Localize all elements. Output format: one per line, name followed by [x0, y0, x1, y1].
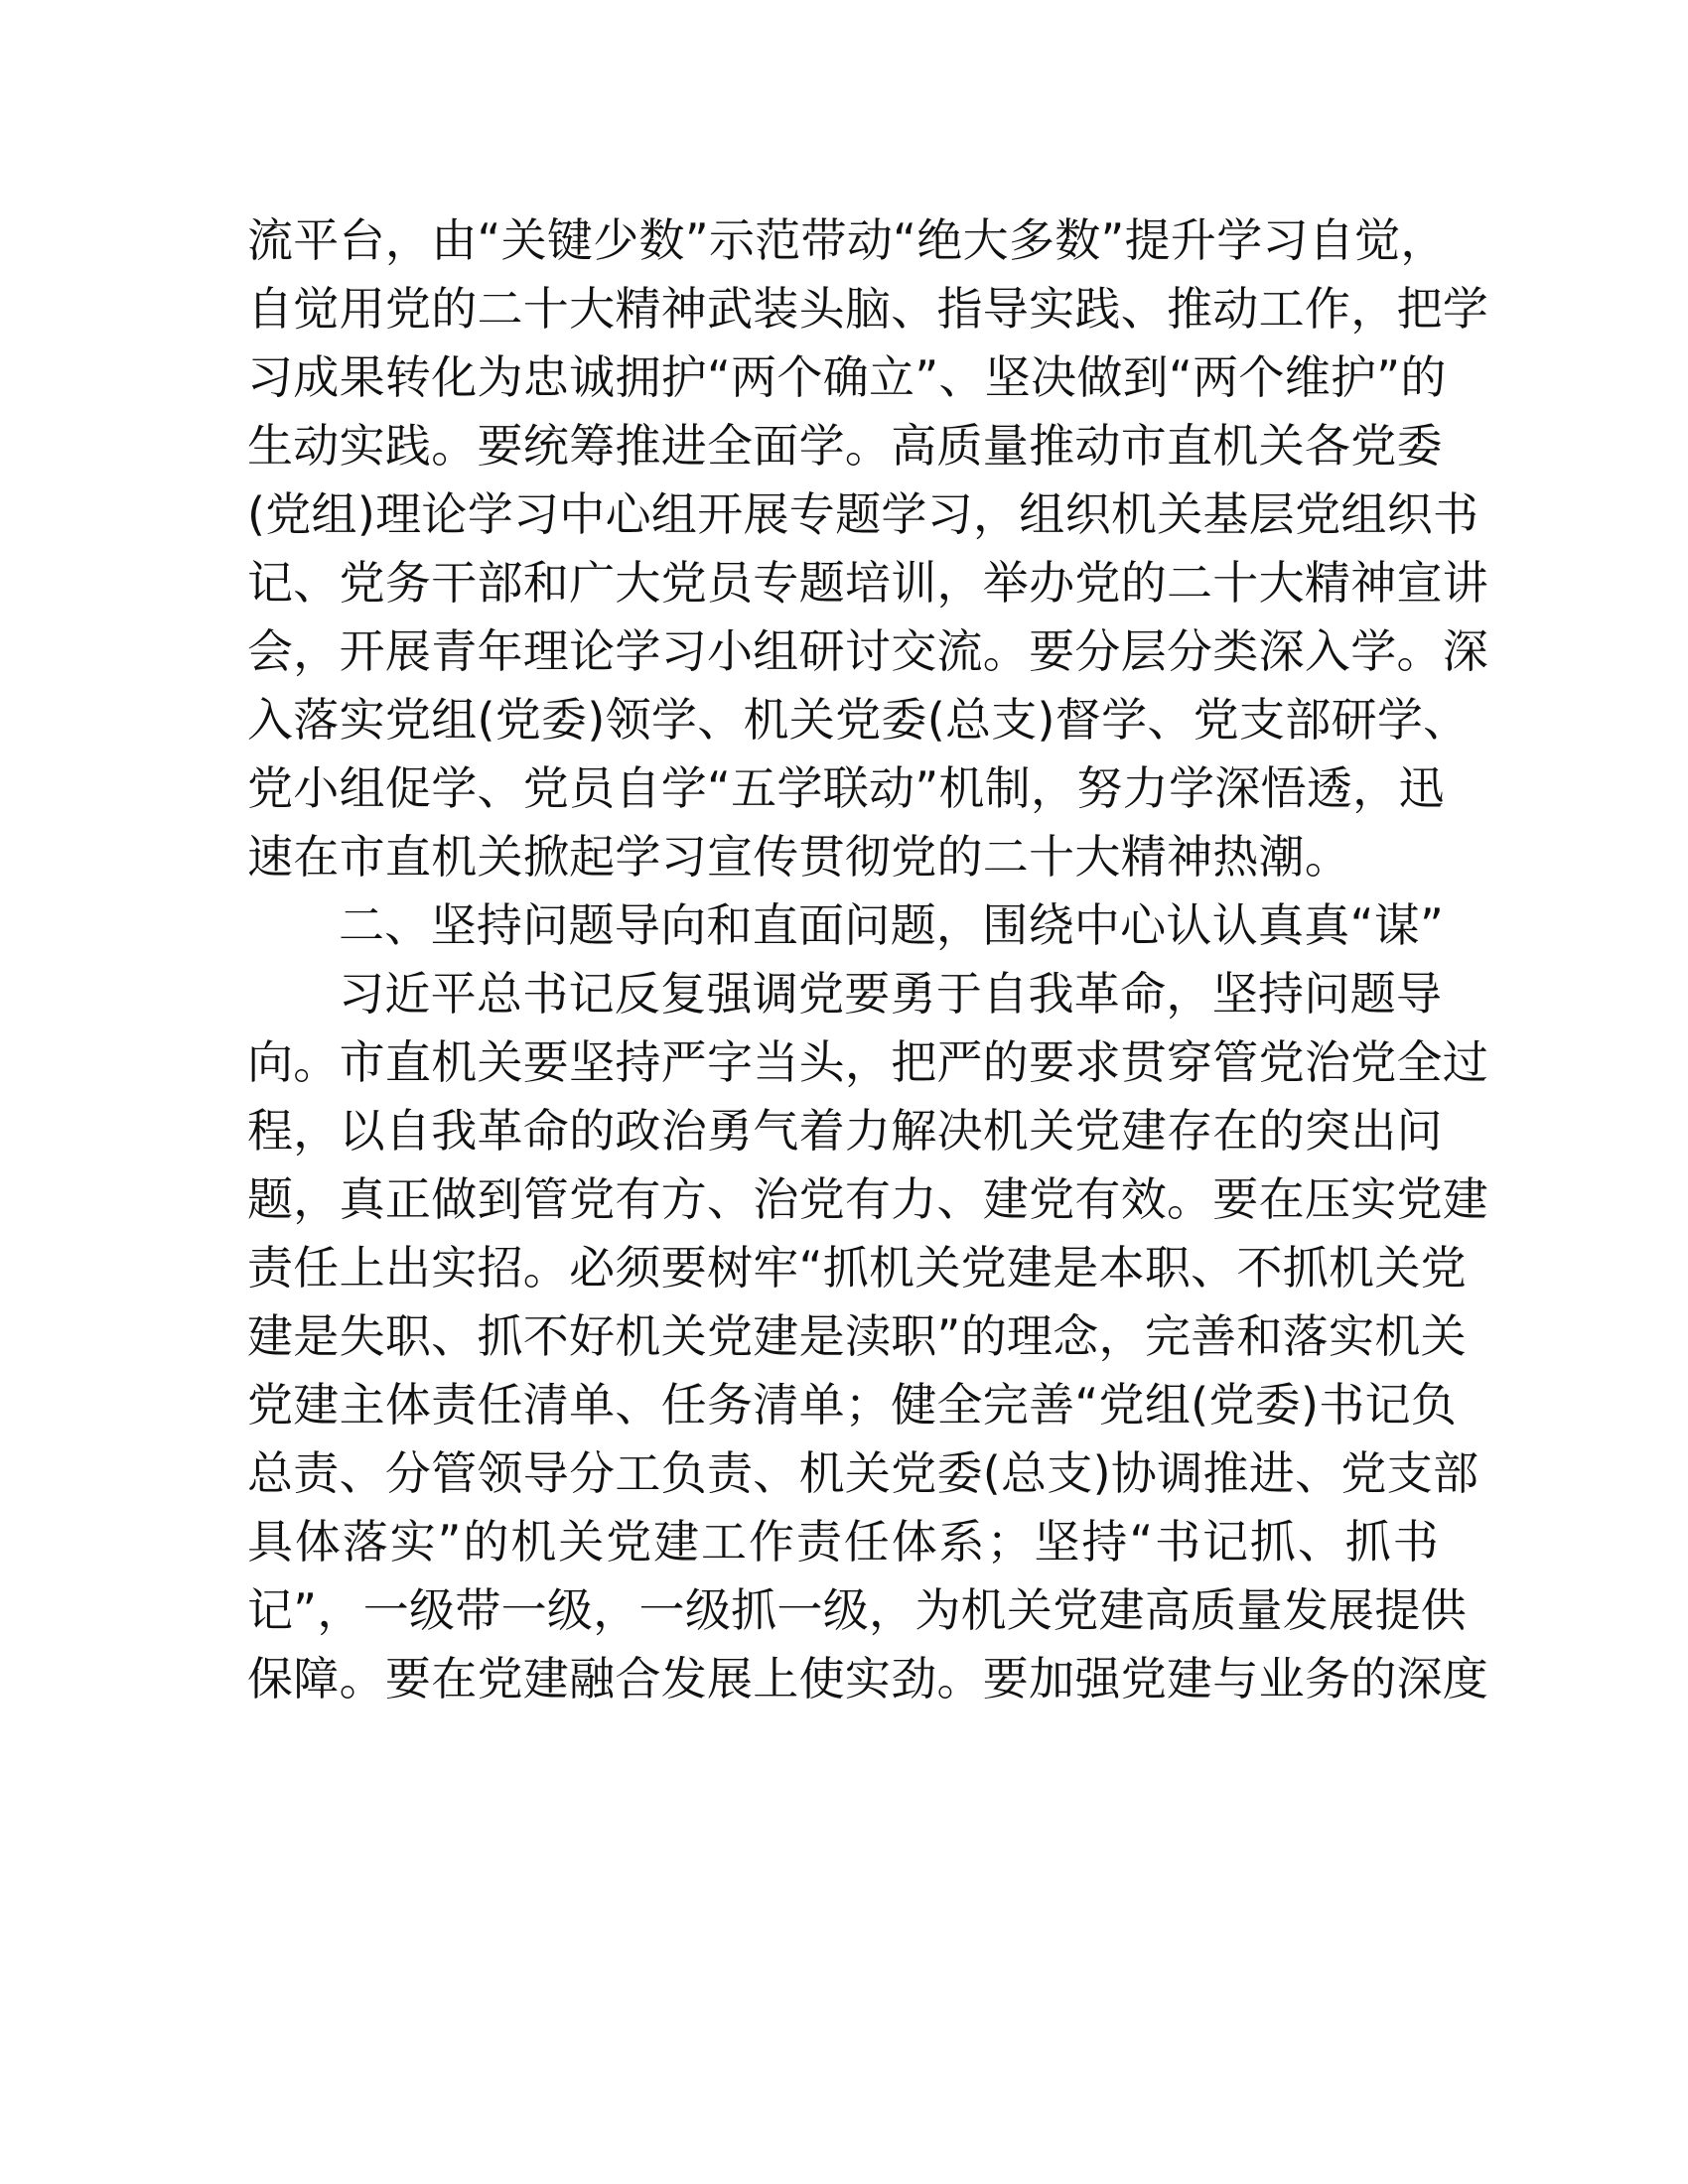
text-line: 建是失职、抓不好机关党建是渎职”的理念，完善和落实机关: [247, 1309, 1467, 1363]
text-line: 记”，一级带一级，一级抓一级，为机关党建高质量发展提供: [247, 1583, 1467, 1637]
text-line: 速在市直机关掀起学习宣传贯彻党的二十大精神热潮。: [247, 830, 1351, 884]
section-heading: 二、坚持问题导向和直面问题，围绕中心认认真真“谋”: [339, 898, 1445, 952]
text-line: 保障。要在党建融合发展上使实劲。要加强党建与业务的深度: [247, 1652, 1489, 1706]
text-line: 记、党务干部和广大党员专题培训，举办党的二十大精神宣讲: [247, 556, 1489, 610]
text-line: 题，真正做到管党有方、治党有力、建党有效。要在压实党建: [247, 1172, 1489, 1226]
text-line: 党小组促学、党员自学“五学联动”机制，努力学深悟透，迅: [247, 761, 1445, 815]
text-line: 生动实践。要统筹推进全面学。高质量推动市直机关各党委: [247, 419, 1443, 473]
text-line: 程，以自我革命的政治勇气着力解决机关党建存在的突出问: [247, 1104, 1443, 1158]
text-line: 会，开展青年理论学习小组研讨交流。要分层分类深入学。深: [247, 624, 1489, 678]
text-line: (党组)理论学习中心组开展专题学习，组织机关基层党组织书: [247, 487, 1479, 541]
text-line: 具体落实”的机关党建工作责任体系；坚持“书记抓、抓书: [247, 1515, 1439, 1569]
text-line: 入落实党组(党委)领学、机关党委(总支)督学、党支部研学、: [247, 693, 1470, 747]
text-line: 习成果转化为忠诚拥护“两个确立”、坚决做到“两个维护”的: [247, 350, 1447, 404]
text-line: 责任上出实招。必须要树牢“抓机关党建是本职、不抓机关党: [247, 1241, 1467, 1295]
text-line: 党建主体责任清单、任务清单；健全完善“党组(党委)书记负: [247, 1378, 1458, 1432]
text-line: 流平台，由“关键少数”示范带动“绝大多数”提升学习自觉，: [247, 213, 1447, 267]
text-line: 习近平总书记反复强调党要勇于自我革命，坚持问题导: [339, 967, 1443, 1021]
paragraph-2: [247, 960, 1489, 1713]
text-line: 总责、分管领导分工负责、机关党委(总支)协调推进、党支部: [247, 1446, 1479, 1500]
paragraph-1: [247, 206, 1489, 891]
text-line: 向。市直机关要坚持严字当头，把严的要求贯穿管党治党全过: [247, 1035, 1489, 1089]
document-body: [247, 206, 1489, 1713]
text-line: 自觉用党的二十大精神武装头脑、指导实践、推动工作，把学: [247, 282, 1489, 336]
